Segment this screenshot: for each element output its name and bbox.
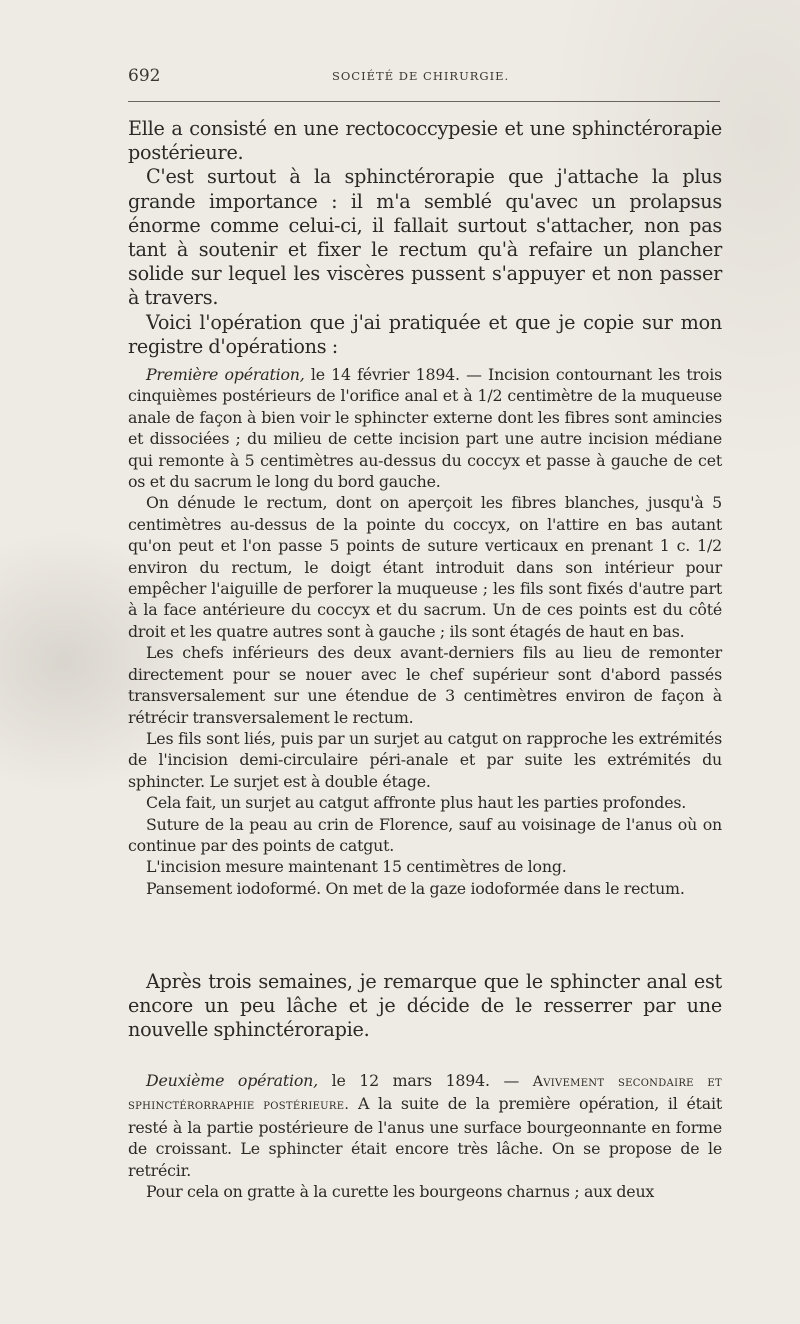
paragraph: Les chefs inférieurs des deux avant-derniers fils au lieu de remonter directement pour se nouer avec le chef supérieur sont d'abord passés transversalement sur une étendue de 3 centimètres environ de façon à rétrécir transversalement le rectum. bbox=[128, 643, 722, 727]
page-number: 692 bbox=[128, 66, 161, 86]
operation-date: le 12 mars 1894. — bbox=[331, 1071, 520, 1090]
middle-section bbox=[128, 970, 722, 1043]
paragraph: C'est surtout à la sphinctérorapie que j'attache la plus grande importance : il m'a semblé qu'avec un prolapsus énorme comme celui-ci, il fallait surtout s'attacher, non pas tant à soutenir et fixer le rectum qu'à refaire un plancher solide sur lequel les viscères pussent s'appuyer et non passer à travers. bbox=[128, 165, 722, 310]
operation-title: Première opération, bbox=[146, 365, 305, 384]
running-title: SOCIÉTÉ DE CHIRURGIE. bbox=[332, 69, 510, 83]
operation-date: le 14 février 1894. — bbox=[310, 365, 482, 384]
header-rule bbox=[128, 101, 720, 102]
first-operation-section bbox=[128, 364, 722, 899]
paragraph: On dénude le rectum, dont on aperçoit les fibres blanches, jusqu'à 5 centimètres au-dessus de la pointe du coccyx, on l'attire en bas autant qu'on peut et l'on passe 5 points de suture verticaux en prenant 1 c. 1/2 environ du rectum, le doigt étant introduit dans son intérieur pour empêcher l'aiguille de perforer la muqueuse ; les fils sont fixés d'autre part à la face antérieure du coccyx et du sacrum. Un de ces points est du côté droit et les quatre autres sont à gauche ; ils sont étagés de haut en bas. bbox=[128, 493, 722, 641]
paragraph: Pansement iodoformé. On met de la gaze iodoformée dans le rectum. bbox=[146, 878, 685, 898]
paragraph: L'incision mesure maintenant 15 centimètres de long. bbox=[146, 857, 567, 877]
paragraph: Voici l'opération que j'ai pratiquée et que je copie sur mon registre d'opérations : bbox=[128, 310, 722, 358]
operation-heading: Avivement secondaire et sphinctérorraphie postérieure. bbox=[128, 1074, 722, 1114]
paragraph-text: Incision contournant les trois cinquièmes postérieurs de l'orifice anal et à 1/2 centimètre de la muqueuse anale de façon à bien voir le sphincter externe dont les fibres sont amincies et dissociées ; du milieu de cette incision part une autre incision médiane qui remonte à 5 centimètres au-dessus du coccyx et passe à gauche de cet os et du sacrum le long du bord gauche. bbox=[128, 365, 722, 492]
paragraph: Cela fait, un surjet au catgut affronte plus haut les parties profondes. bbox=[146, 793, 687, 813]
paragraph: Les fils sont liés, puis par un surjet au catgut on rapproche les extrémités de l'incision demi-circulaire péri-anale et par suite les extrémités du sphincter. Le surjet est à double étage. bbox=[128, 728, 722, 791]
intro-section bbox=[128, 117, 722, 359]
operation-title: Deuxième opération, bbox=[146, 1071, 318, 1090]
paragraph: Elle a consisté en une rectococcypesie et une sphinctérorapie postérieure. bbox=[128, 117, 722, 165]
paragraph: Après trois semaines, je remarque que le sphincter anal est encore un peu lâche et je décide de le resserrer par une nouvelle sphinctérorapie. bbox=[128, 970, 722, 1042]
paragraph bbox=[128, 364, 722, 492]
paragraph bbox=[128, 1070, 722, 1181]
second-operation-section bbox=[128, 1070, 722, 1202]
paragraph: Pour cela on gratte à la curette les bourgeons charnus ; aux deux bbox=[146, 1182, 655, 1202]
paragraph: Suture de la peau au crin de Florence, sauf au voisinage de l'anus où on continue par des points de catgut. bbox=[128, 814, 722, 855]
paragraph-text: A la suite de la première opération, il était resté à la partie postérieure de l'anus une surface bourgeonnante en forme de croissant. Le sphincter était encore très lâche. On se propose de le retrécir. bbox=[128, 1094, 722, 1180]
page-header bbox=[128, 66, 720, 94]
